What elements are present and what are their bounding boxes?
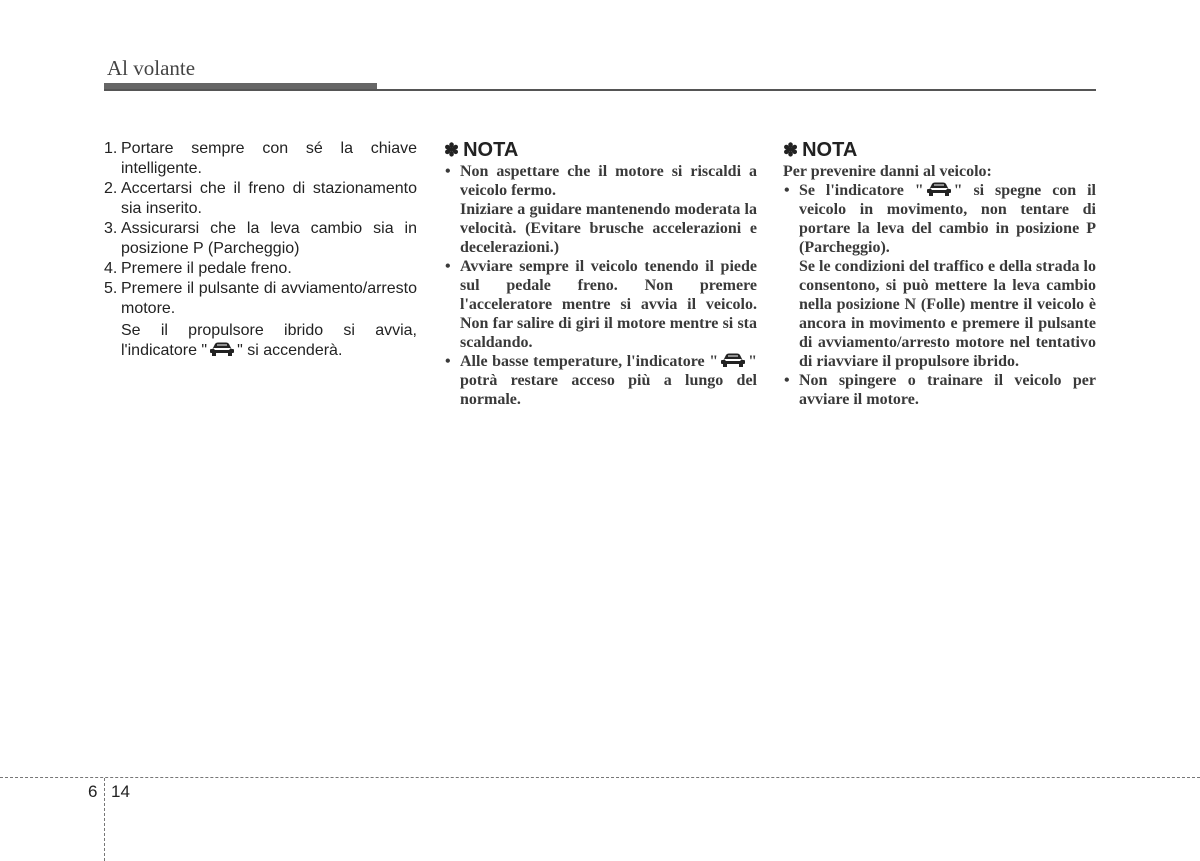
page-header-title: Al volante (107, 56, 196, 80)
nota-heading: ✽ NOTA (444, 139, 519, 161)
nota-column-1 (444, 139, 757, 409)
footer-vertical-divider (104, 778, 105, 861)
nota-bullet: • Non spingere o trainare il veicolo per avviare il motore. (784, 372, 1096, 408)
nota-bullet: • Non aspettare che il motore si riscaldi a veicolo fermo. Iniziare a guidare mantenendo moderata la velocità. (Evitare brusche accelerazioni e decelerazioni.) (445, 163, 757, 256)
ready-indicator-icon (926, 181, 952, 197)
step-5-note: Se il propulsore ibrido si avvia, l'indicatore " " si accenderà. (121, 322, 417, 359)
page-number: 14 (111, 782, 130, 801)
ready-indicator-icon (720, 352, 746, 368)
footer-divider (0, 777, 1200, 778)
asterisk-icon: ✽ (783, 140, 799, 160)
nota-bullet-list (783, 181, 1096, 409)
step-item: 1. Portare sempre con sé la chiave intelligente. (104, 140, 417, 177)
chapter-number: 6 (88, 782, 98, 801)
steps-column (104, 139, 417, 361)
step-item: 4. Premere il pedale freno. (104, 260, 292, 277)
header-rule (104, 89, 1096, 91)
nota-bullet-list (444, 162, 757, 409)
nota-bullet: • Se l'indicatore " " si spegne con il veicolo in movimento, non tentare di portare la leva del cambio in posizione P (Parcheggio). Se le condizioni del traffico e della strada lo consentono, si può mettere la leva cambio nella posizione N (Folle) mentre il veicolo è ancora in movimento e premere il pulsante di avviamento/arresto motore nel tentativo di riavviare il propulsore ibrido. (784, 182, 1097, 370)
nota-heading: ✽ NOTA (783, 139, 858, 161)
step-item: 5. Premere il pulsante di avviamento/arresto motore. (104, 280, 417, 317)
nota-bullet: • Alle basse temperature, l'indicatore " " potrà restare acceso più a lungo del normale. (445, 353, 757, 408)
step-item: 3. Assicurarsi che la leva cambio sia in posizione P (Parcheggio) (104, 220, 417, 257)
asterisk-icon: ✽ (444, 140, 460, 160)
nota-intro: Per prevenire danni al veicolo: (783, 163, 992, 180)
ready-indicator-icon (209, 341, 235, 357)
step-item: 2. Accertarsi che il freno di stazionamento sia inserito. (104, 180, 417, 217)
nota-column-2 (783, 139, 1096, 409)
steps-list (104, 139, 417, 319)
nota-bullet: • Avviare sempre il veicolo tenendo il piede sul pedale freno. Non premere l'acceleratore mentre si avvia il veicolo. Non far salire di giri il motore mentre si sta scaldando. (445, 258, 757, 351)
